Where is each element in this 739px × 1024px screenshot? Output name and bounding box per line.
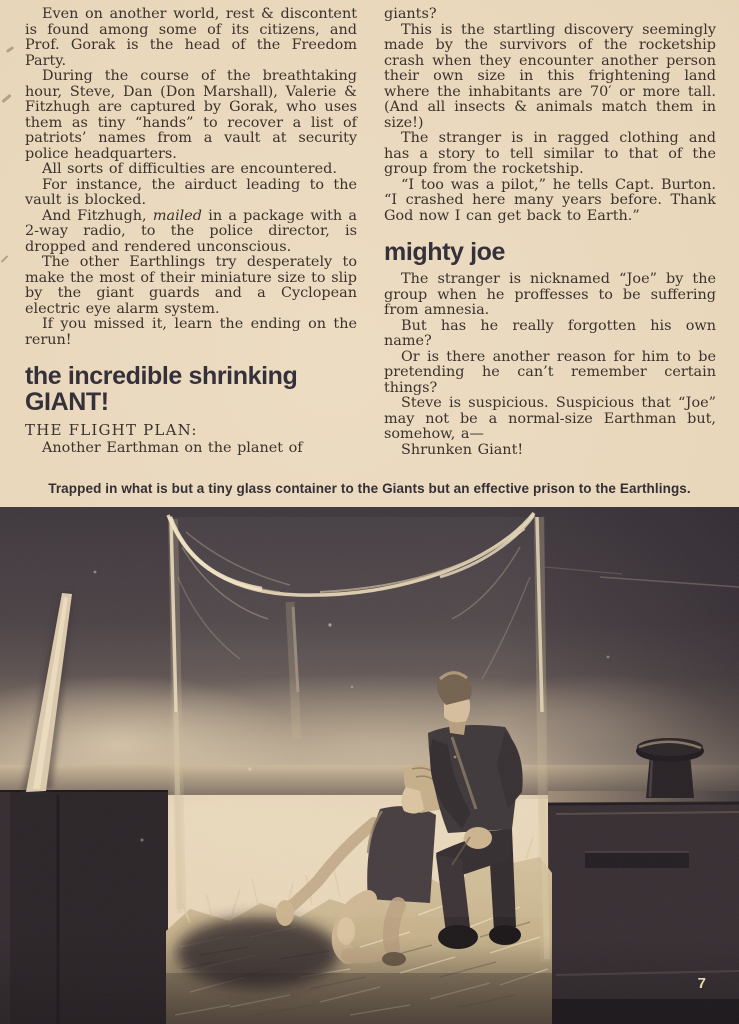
paragraph: Another Earthman on the planet of xyxy=(42,440,303,456)
headline-incredible-shrinking-giant xyxy=(25,363,357,415)
paragraph: “I too was a pilot,” he tells Capt. Burton. “I crashed here many years before. Thank God now I can get back to Earth.” xyxy=(384,176,716,224)
photo-trapped-in-glass xyxy=(0,507,739,1024)
headline-line: GIANT! xyxy=(25,388,109,416)
paragraph-fitzhugh xyxy=(25,209,357,256)
headline-line: the incredible shrinking xyxy=(25,362,298,390)
paragraph: If you missed it, learn the ending on the rerun! xyxy=(25,316,357,348)
paragraph: giants? xyxy=(384,6,437,22)
paragraph: Shrunken Giant! xyxy=(401,441,524,458)
paragraph-text: And Fitzhugh, xyxy=(42,207,153,224)
photo-caption: Trapped in what is but a tiny glass container to the Giants but an effective prison to the Earthlings. xyxy=(48,481,691,496)
italic-word: mailed xyxy=(152,207,203,224)
paragraph: All sorts of difficulties are encountered. xyxy=(42,161,337,177)
paragraph: The stranger is in ragged clothing and has a story to tell similar to that of the group from the rocketship. xyxy=(384,130,716,177)
paragraph: Steve is suspicious. Suspicious that “Joe” may not be a normal-size Earthman but, somehow, a— xyxy=(384,395,716,442)
subheading-flight-plan: THE FLIGHT PLAN: xyxy=(25,421,198,439)
page-number: 7 xyxy=(697,975,706,992)
photo-grain xyxy=(0,507,739,1024)
paragraph: During the course of the breathtaking hour, Steve, Dan (Don Marshall), Valerie & Fitzhugh are captured by Gorak, who uses them as tiny “hands” to recover a list of patriots’ names from a vault at security police headquarters. xyxy=(25,68,357,162)
paragraph: Or is there another reason for him to be pretending he can’t remember certain things? xyxy=(384,348,716,396)
left-column xyxy=(25,7,357,458)
article-text xyxy=(25,7,717,458)
paragraph: This is the startling discovery seemingly made by the survivors of the rocketship crash when they encounter another person their own size in this frightening land where the inhabitants are 70′ or more tall. (And all insects & animals match them in size!) xyxy=(384,21,716,131)
paragraph: The stranger is nicknamed “Joe” by the group when he proffesses to be suffering from amnesia. xyxy=(384,271,716,318)
pen-mark xyxy=(1,255,9,263)
pen-mark xyxy=(1,94,11,103)
right-column xyxy=(384,7,716,458)
paragraph: But has he really forgotten his own name? xyxy=(384,317,716,349)
paragraph: Even on another world, rest & discontent is found among some of its citizens, and Prof. Gorak is the head of the Freedom Party. xyxy=(25,6,357,69)
paragraph: For instance, the airduct leading to the vault is blocked. xyxy=(25,176,357,208)
headline-mighty-joe: mighty joe xyxy=(384,238,506,266)
paragraph-text: in a package with a 2-way radio, to the police director, is dropped and rendered unconscious. xyxy=(25,207,357,255)
pen-mark xyxy=(6,46,14,53)
paragraph: The other Earthlings try desperately to make the most of their miniature size to slip by the giant guards and a Cyclopean electric eye alarm system. xyxy=(25,254,357,317)
